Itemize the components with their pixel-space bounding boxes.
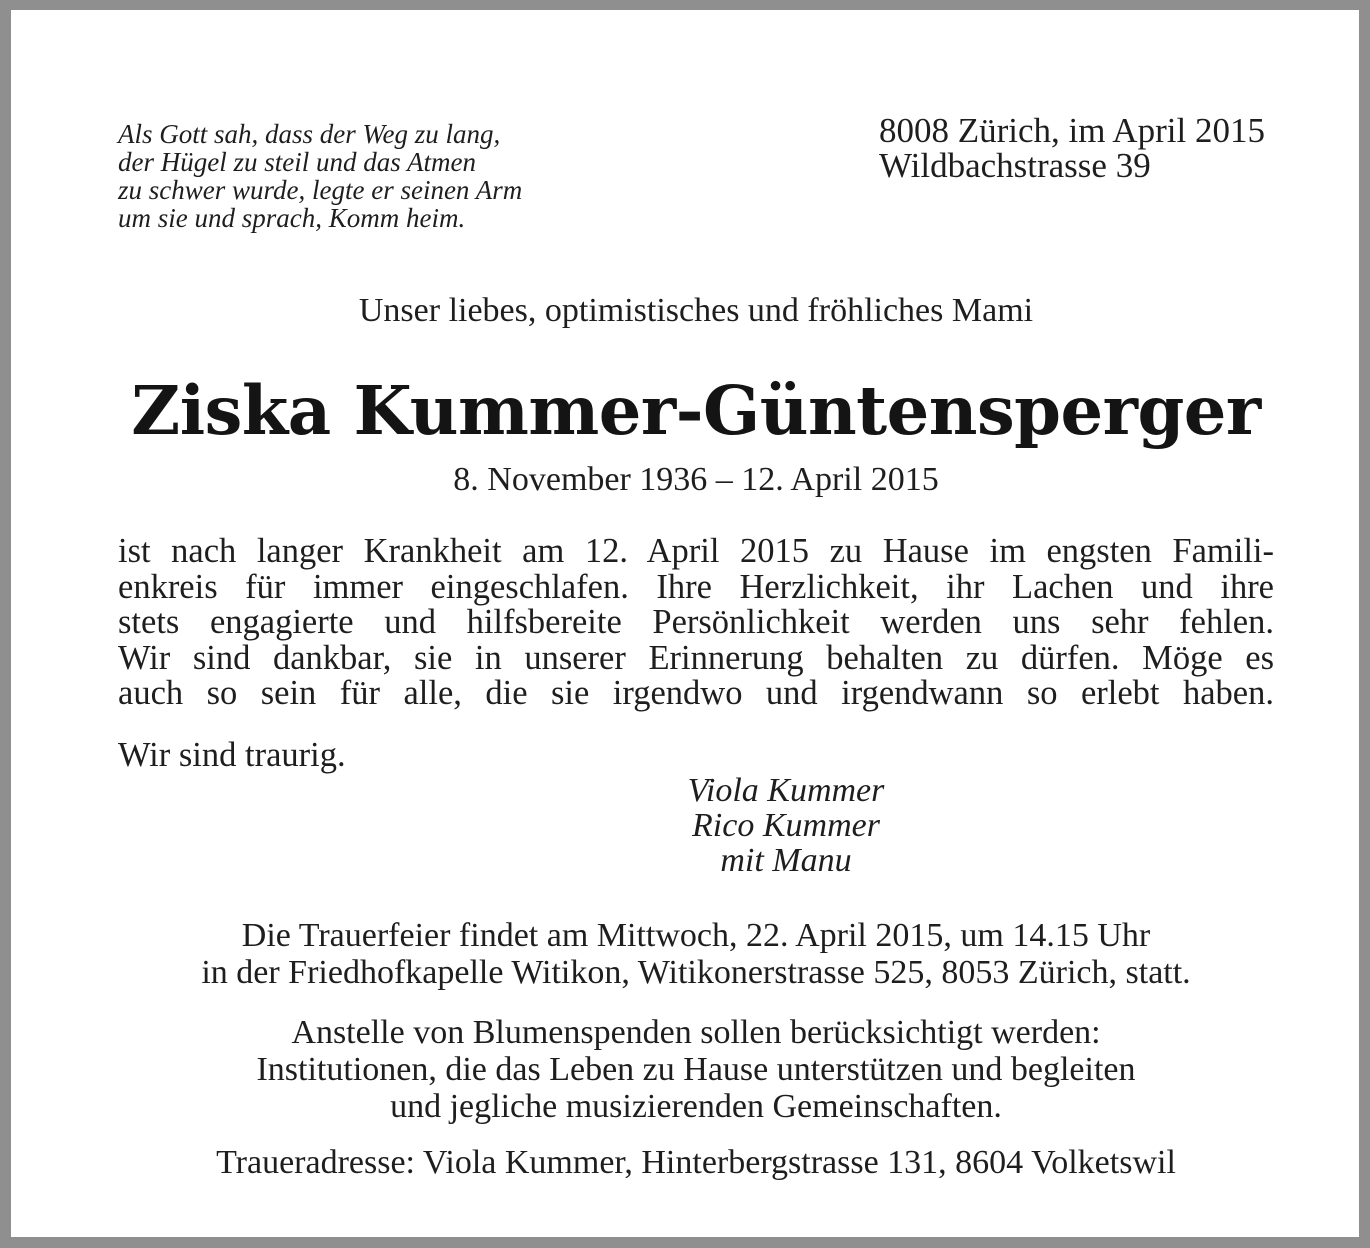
body-line: stets engagierte und hilfsbereite Persönlichkeit werden uns sehr fehlen. <box>118 603 1274 641</box>
ceremony-info <box>11 917 1370 991</box>
address-line: Wildbachstrasse 39 <box>879 146 1151 185</box>
ceremony-line: in der Friedhofkapelle Witikon, Witikonerstrasse 525, 8053 Zürich, statt. <box>201 954 1191 991</box>
body-line: auch so sein für alle, die sie irgendwo und irgendwann so erlebt haben. <box>118 674 1274 712</box>
body-paragraph <box>118 534 1274 712</box>
ceremony-line: Die Trauerfeier findet am Mittwoch, 22. April 2015, um 14.15 Uhr <box>241 917 1151 954</box>
poem-line: um sie und sprach, Komm heim. <box>118 203 466 233</box>
signer: mit Manu <box>720 842 852 879</box>
poem-line: zu schwer wurde, legte er seinen Arm <box>118 175 523 205</box>
flowers-line: Institutionen, die das Leben zu Hause unterstützen und begleiten <box>256 1051 1136 1088</box>
closing-line: Wir sind traurig. <box>118 736 346 774</box>
intro-line: Unser liebes, optimistisches und fröhliches Mami <box>358 292 1034 329</box>
place-and-date <box>879 113 1265 183</box>
signer: Viola Kummer <box>687 772 885 809</box>
poem-line: Als Gott sah, dass der Weg zu lang, <box>118 119 501 149</box>
signers <box>611 773 961 878</box>
flowers-note <box>11 1014 1370 1125</box>
poem-quote <box>118 120 522 232</box>
mourning-address: Traueradresse: Viola Kummer, Hinterbergstrasse 131, 8604 Volketswil <box>216 1144 1176 1181</box>
place-line: 8008 Zürich, im April 2015 <box>879 111 1265 150</box>
flowers-line: und jegliche musizierenden Gemeinschaften. <box>390 1088 1002 1125</box>
deceased-name: Ziska Kummer-Güntensperger <box>131 371 1261 450</box>
body-line: enkreis für immer eingeschlafen. Ihre Herzlichkeit, ihr Lachen und ihre <box>118 567 1274 606</box>
body-line: ist nach langer Krankheit am 12. April 2015 zu Hause im engsten Famili- <box>118 532 1274 570</box>
body-line: Wir sind dankbar, sie in unserer Erinnerung behalten zu dürfen. Möge es <box>118 638 1274 677</box>
flowers-line: Anstelle von Blumenspenden sollen berücksichtigt werden: <box>291 1014 1101 1051</box>
signer: Rico Kummer <box>692 807 880 844</box>
life-dates: 8. November 1936 – 12. April 2015 <box>453 461 939 498</box>
poem-line: der Hügel zu steil und das Atmen <box>118 147 476 177</box>
